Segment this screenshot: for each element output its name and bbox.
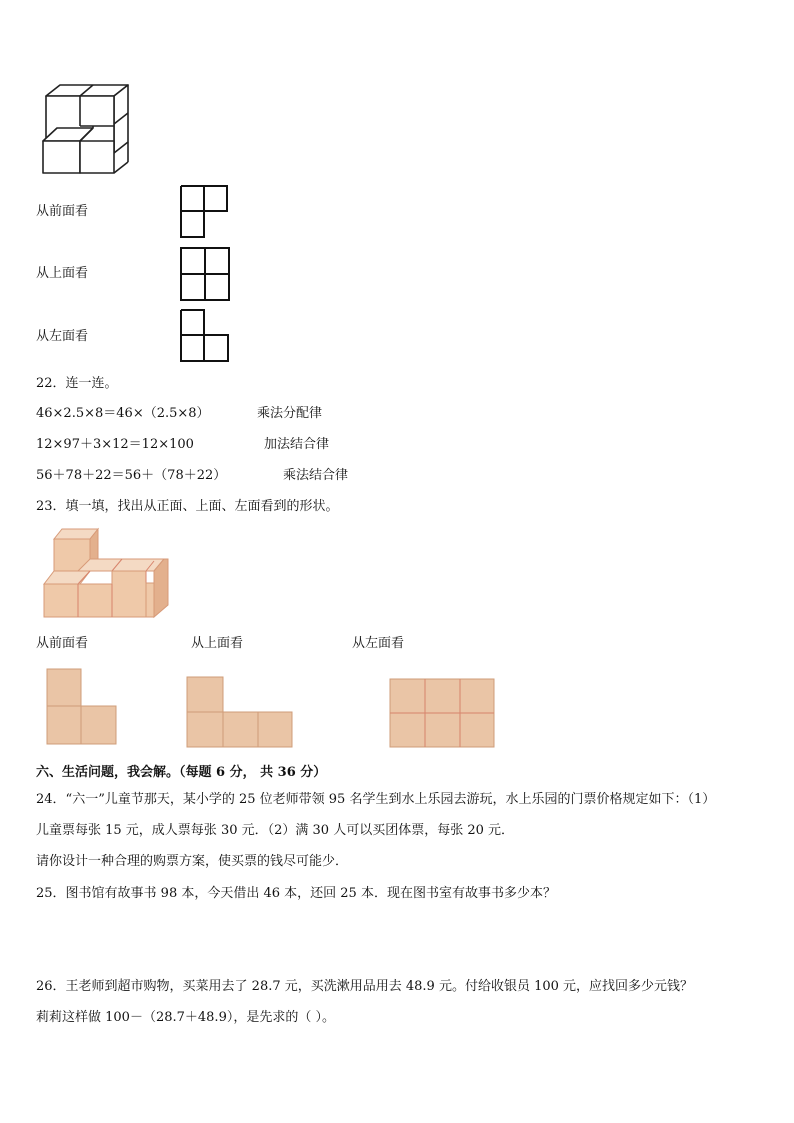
q22-right-item-2[interactable]: 加法结合律 [264, 437, 330, 452]
section-6-heading: 六、生活问题，我会解。（每题 6 分， 共 36 分） [36, 765, 327, 780]
q21-front-view-grid [180, 185, 230, 239]
q21-view-label-left: 从左面看 [36, 329, 89, 344]
q23-shape-left [389, 678, 499, 750]
q23-label-left: 从左面看 [352, 636, 405, 651]
q24-line-3: 请你设计一种合理的购票方案，使买票的钱尽可能少． [36, 854, 349, 869]
q21-solid-figure [38, 80, 138, 180]
q23-title: 23．填一填，找出从正面、上面、左面看到的形状。 [36, 499, 339, 514]
q23-label-front: 从前面看 [36, 636, 89, 651]
q23-shape-front [46, 668, 120, 748]
q23-label-top: 从上面看 [191, 636, 244, 651]
q25-line-1: 25．图书馆有故事书 98 本，今天借出 46 本，还回 25 本．现在图书室有故事书多少本？ [36, 886, 556, 901]
q21-left-view-grid [180, 309, 232, 363]
q24-line-1: 24．“六一”儿童节那天，某小学的 25 位老师带领 95 名学生到水上乐园去游玩，水上乐园的门票价格规定如下：（1） [36, 792, 716, 807]
q21-view-label-top: 从上面看 [36, 266, 89, 281]
q24-line-2: 儿童票每张 15 元，成人票每张 30 元．（2）满 30 人可以买团体票，每张 20 元． [36, 823, 514, 838]
q22-left-item-1[interactable]: 46×2.5×8＝46×（2.5×8） [36, 406, 210, 421]
q21-top-view-grid [180, 247, 232, 303]
q22-right-item-3[interactable]: 乘法结合律 [283, 468, 349, 483]
q23-shape-top [186, 676, 296, 750]
q26-line-2: 莉莉这样做 100－（28.7＋48.9），是先求的（ ）。 [36, 1010, 335, 1025]
q23-cube-figure [42, 527, 172, 619]
q21-view-label-front: 从前面看 [36, 204, 89, 219]
q22-right-item-1[interactable]: 乘法分配律 [257, 406, 323, 421]
q22-title: 22．连一连。 [36, 376, 118, 391]
q26-line-1: 26．王老师到超市购物，买菜用去了 28.7 元，买洗漱用品用去 48.9 元。付给收银员 100 元，应找回多少元钱？ [36, 979, 694, 994]
q22-left-item-2[interactable]: 12×97＋3×12＝12×100 [36, 437, 194, 452]
q22-left-item-3[interactable]: 56＋78＋22＝56＋（78＋22） [36, 468, 227, 483]
